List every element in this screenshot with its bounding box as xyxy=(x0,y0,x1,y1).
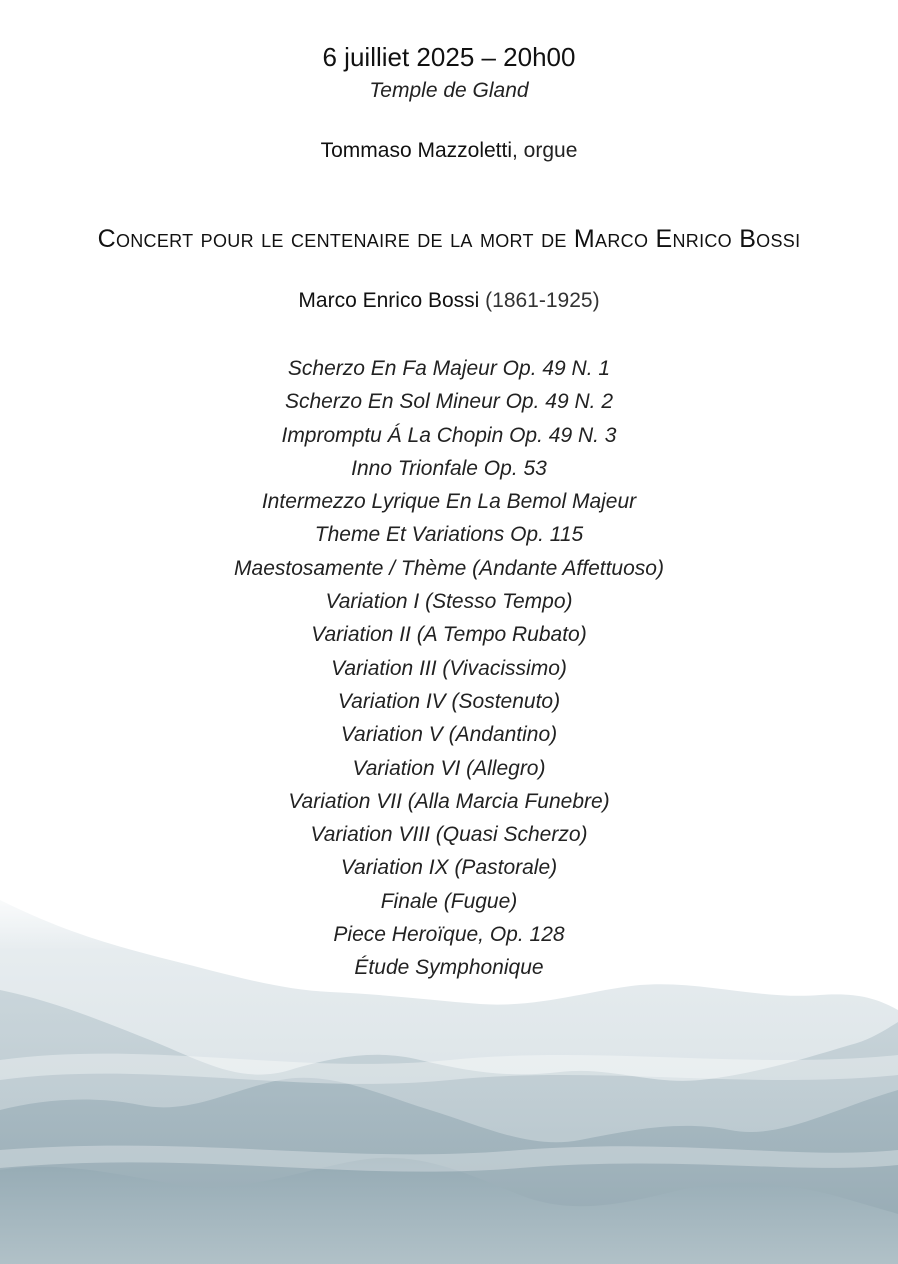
program-item: Variation III (Vivacissimo) xyxy=(331,656,567,680)
program-item: Scherzo En Fa Majeur Op. 49 N. 1 xyxy=(287,357,611,380)
program-item: Maestosamente / Thème (Andante Affettuoso) xyxy=(234,556,664,580)
composer-name: Marco Enrico Bossi xyxy=(298,289,480,312)
program-item: Inno Trionfale Op. 53 xyxy=(351,456,547,480)
performer-role: , orgue xyxy=(512,139,578,162)
program-item: Variation IV (Sostenuto) xyxy=(337,689,561,713)
concert-title: Concert pour le centenaire de la mort de Marco Enrico Bossi xyxy=(97,225,801,253)
program-item: Finale (Fugue) xyxy=(380,889,518,913)
performer-line xyxy=(0,139,898,163)
program-item: Variation V (Andantino) xyxy=(340,723,558,747)
program-item: Variation I (Stesso Tempo) xyxy=(325,590,573,614)
program-item: Piece Heroïque, Op. 128 xyxy=(333,923,565,947)
composer-line xyxy=(0,289,898,313)
concert-venue: Temple de Gland xyxy=(369,79,529,102)
program-item: Variation VIII (Quasi Scherzo) xyxy=(310,823,588,847)
program-list xyxy=(0,352,898,985)
program-item: Impromptu Á La Chopin Op. 49 N. 3 xyxy=(281,423,617,447)
composer-dates: (1861-1925) xyxy=(485,289,600,312)
program-item: Scherzo En Sol Mineur Op. 49 N. 2 xyxy=(285,390,613,414)
performer-name: Tommaso Mazzoletti xyxy=(320,139,512,162)
program-item: Étude Symphonique xyxy=(354,956,544,980)
program-item: Variation VI (Allegro) xyxy=(352,756,546,780)
program-item: Variation IX (Pastorale) xyxy=(340,856,558,880)
program-item: Intermezzo Lyrique En La Bemol Majeur xyxy=(261,490,637,514)
program-item: Variation II (A Tempo Rubato) xyxy=(311,623,587,647)
program-item: Theme Et Variations Op. 115 xyxy=(314,523,584,547)
program-item: Variation VII (Alla Marcia Funebre) xyxy=(288,789,610,813)
concert-date-time: 6 juilliet 2025 – 20h00 xyxy=(322,42,576,72)
